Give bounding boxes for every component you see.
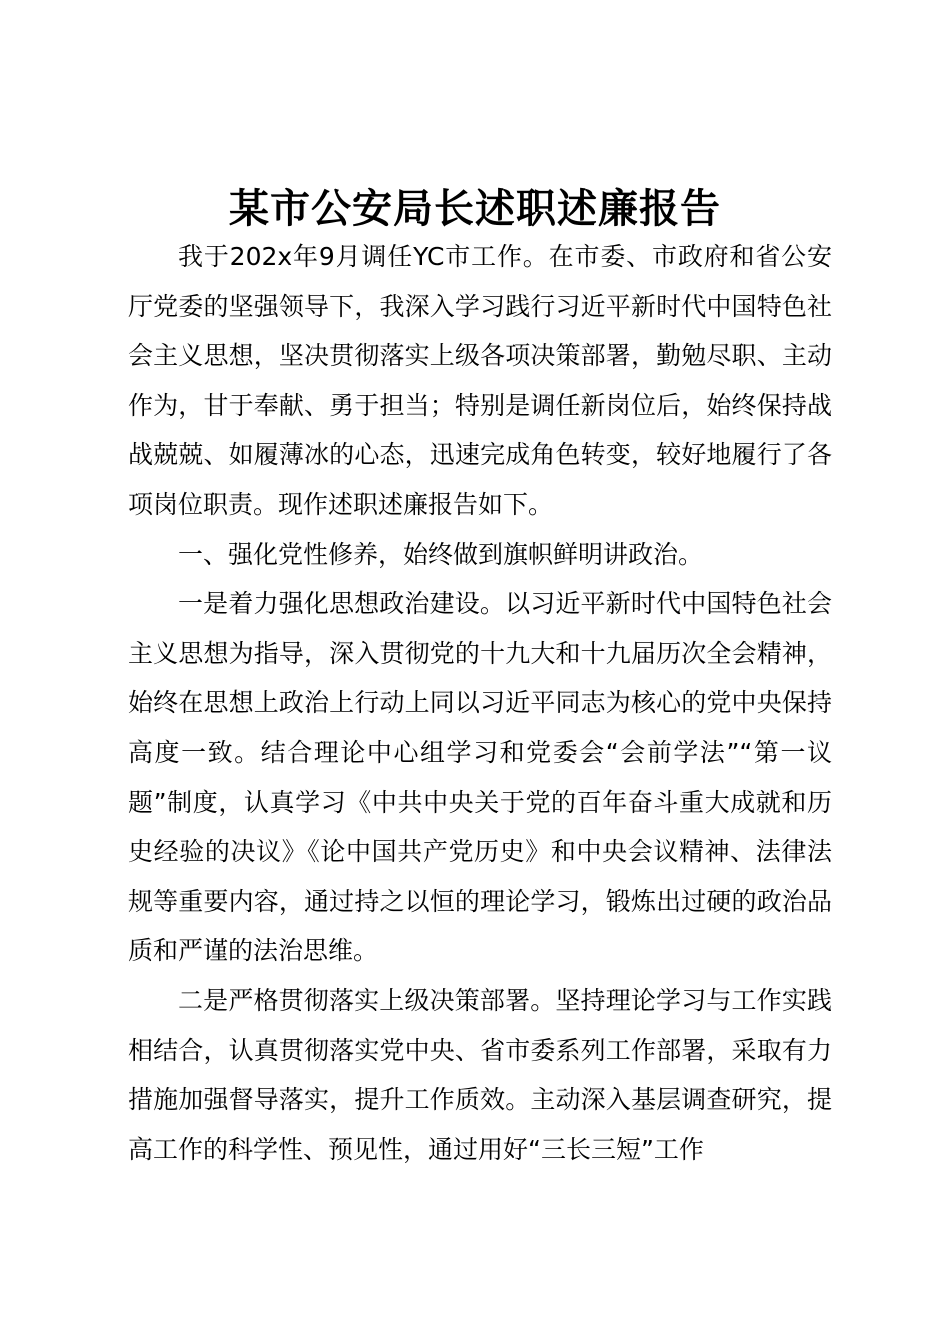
section-heading-1: 一、强化党性修养，始终做到旗帜鲜明讲政治。	[178, 539, 704, 569]
paragraph-point-1: 一是着力强化思想政治建设。以习近平新时代中国特色社会主义思想为指导，深入贯彻党的十九大和十九届历次全会精神，始终在思想上政治上行动上同以习近平同志为核心的党中央保持高度一致。结合理论中心组学习和党委会“会前学法”“第一议题”制度，认真学习《中共中央关于党的百年奋斗重大成就和历史经验的决议》《论中国共产党历史》和中央会议精神、法律法规等重要内容，通过持之以恒的理论学习，锻炼出过硬的政治品质和严谨的法治思维。	[128, 589, 832, 966]
paragraph-intro: 我于202x年9月调任YC市工作。在市委、市政府和省公安厅党委的坚强领导下，我深入学习践行习近平新时代中国特色社会主义思想，坚决贯彻落实上级各项决策部署，勤勉尽职、主动作为，甘于奉献、勇于担当；特别是调任新岗位后，始终保持战战兢兢、如履薄冰的心态，迅速完成角色转变，较好地履行了各项岗位职责。现作述职述廉报告如下。	[128, 242, 832, 519]
document-body	[128, 232, 832, 1174]
document-title: 某市公安局长述职述廉报告	[229, 185, 721, 232]
paragraph-point-2: 二是严格贯彻落实上级决策部署。坚持理论学习与工作实践相结合，认真贯彻落实党中央、省市委系列工作部署，采取有力措施加强督导落实，提升工作质效。主动深入基层调查研究，提高工作的科学性、预见性，通过用好“三长三短”工作	[128, 985, 832, 1164]
